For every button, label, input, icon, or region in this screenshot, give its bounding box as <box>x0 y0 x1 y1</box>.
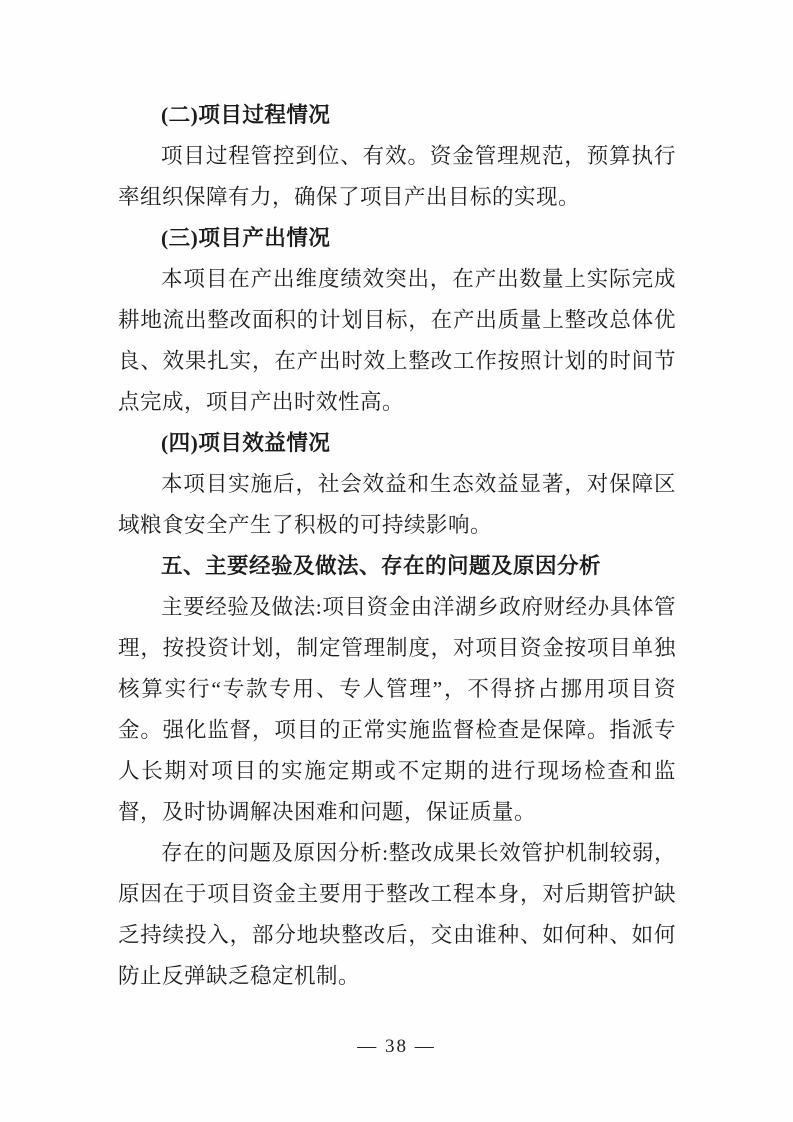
document-body <box>118 95 676 997</box>
paragraph-main-experience: 主要经验及做法:项目资金由洋湖乡政府财经办具体管理，按投资计划，制定管理制度，对项目资金按项目单独核算实行“专款专用、专人管理”，不得挤占挪用项目资金。强化监督，项目的正常实施监督检查是保障。指派专人长期对项目的实施定期或不定期的进行现场检查和监督，及时协调解决困难和问题，保证质量。 <box>118 595 676 824</box>
section-heading-project-output: (三)项目产出情况 <box>161 226 331 250</box>
paragraph-project-output: 本项目在产出维度绩效突出，在产出数量上实际完成耕地流出整改面积的计划目标，在产出质量上整改总体优良、效果扎实，在产出时效上整改工作按照计划的时间节点完成，项目产出时效性高。 <box>118 267 676 414</box>
page-footer <box>0 1034 793 1060</box>
section-heading-project-process: (二)项目过程情况 <box>161 103 331 127</box>
paragraph-project-benefit: 本项目实施后，社会效益和生态效益显著，对保障区域粮食安全产生了积极的可持续影响。 <box>118 472 676 537</box>
section-heading-experience-problems: 五、主要经验及做法、存在的问题及原因分析 <box>161 554 602 578</box>
paragraph-project-process: 项目过程管控到位、有效。资金管理规范，预算执行率组织保障有力，确保了项目产出目标的实现。 <box>118 144 676 209</box>
paragraph-problems-analysis: 存在的问题及原因分析:整改成果长效管护机制较弱，原因在于项目资金主要用于整改工程本身，对后期管护缺乏持续投入，部分地块整改后，交由谁种、如何种、如何防止反弹缺乏稳定机制。 <box>118 841 676 988</box>
page-number: — 38 — <box>357 1036 436 1057</box>
section-heading-project-benefit: (四)项目效益情况 <box>161 431 331 455</box>
